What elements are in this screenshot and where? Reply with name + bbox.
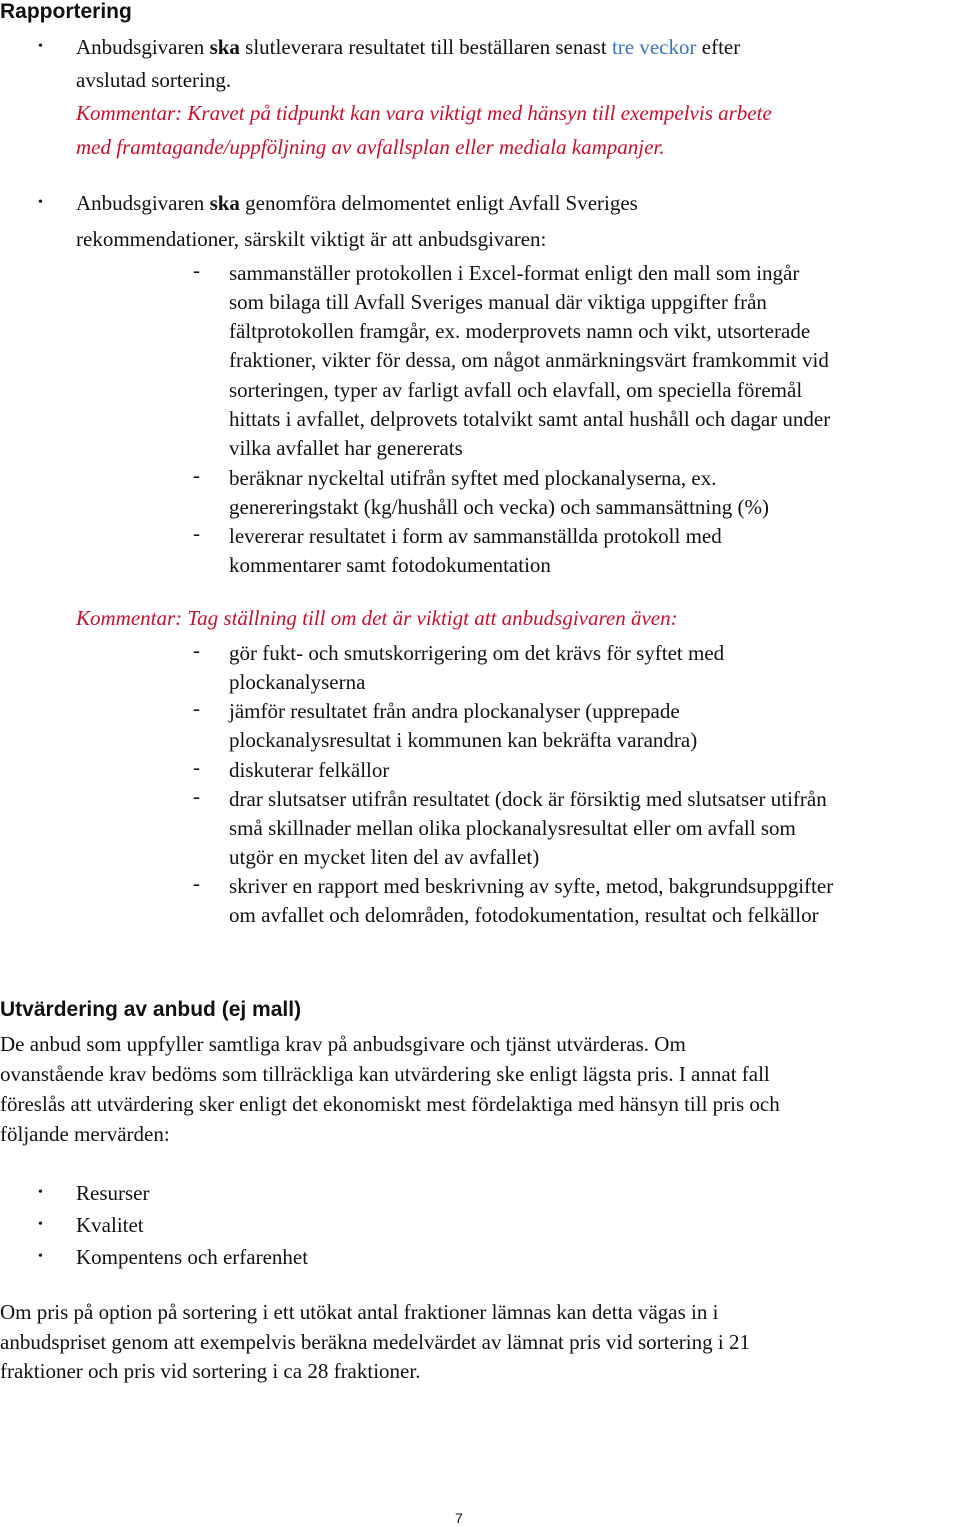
- comment-1-line-2: med framtagande/uppföljning av avfallsplan eller mediala kampanjer.: [76, 135, 665, 159]
- bullet-2-pre: Anbudsgivaren: [76, 191, 210, 215]
- dash-1-1-line-3: fraktioner, vikter för dessa, om något anmärkningsvärt framkommit vid: [229, 348, 829, 372]
- criteria-bullet-marker-2: •: [38, 1217, 43, 1232]
- dash-2-5: -: [193, 871, 200, 895]
- dash-2-2-line-0: jämför resultatet från andra plockanalyser (upprepade: [229, 699, 680, 723]
- bullet-2-post: genomföra delmomentet enligt Avfall Sveriges: [239, 191, 638, 215]
- bullet-1-mid: slutleverara resultatet till beställaren senast: [239, 35, 612, 59]
- bullet-1-post: efter: [696, 35, 741, 59]
- dash-1-3-line-0: levererar resultatet i form av sammanställda protokoll med: [229, 524, 722, 548]
- dash-1-1-line-2: fältprotokollen framgår, ex. moderprovets namn och vikt, utsorterade: [229, 319, 811, 343]
- para-1-line-3: följande mervärden:: [0, 1122, 170, 1146]
- bullet-1-bold: ska: [209, 35, 240, 59]
- para-1-line-0: De anbud som uppfyller samtliga krav på anbudsgivare och tjänst utvärderas. Om: [0, 1032, 686, 1056]
- dash-2-5-line-0: skriver en rapport med beskrivning av syfte, metod, bakgrundsuppgifter: [229, 874, 834, 898]
- bullet-1-marker: •: [38, 39, 43, 54]
- dash-1-1-line-1: som bilaga till Avfall Sveriges manual där viktiga uppgifter från: [229, 290, 767, 314]
- para-1-line-1: ovanstående krav bedöms som tillräckliga kan utvärdering ske enligt lägsta pris. I annat fall: [0, 1062, 770, 1086]
- section-heading-rapportering: Rapportering: [0, 0, 132, 23]
- dash-1-1-line-0: sammanställer protokollen i Excel-format enligt den mall som ingår: [229, 261, 800, 285]
- para-2-line-0: Om pris på option på sortering i ett utökat antal fraktioner lämnas kan detta vägas in i: [0, 1300, 719, 1324]
- criteria-bullet-marker-1: •: [38, 1185, 43, 1200]
- dash-1-2-line-1: genereringstakt (kg/hushåll och vecka) och sammansättning (%): [229, 495, 769, 519]
- dash-1-1-line-6: vilka avfallet har genererats: [229, 436, 463, 460]
- dash-1-1-line-4: sorteringen, typer av farligt avfall och elavfall, om speciella föremål: [229, 378, 803, 402]
- dash-1-2: -: [193, 463, 200, 487]
- dash-1-1: -: [193, 258, 200, 282]
- dash-2-2: -: [193, 696, 200, 720]
- bullet-1-line-1: [76, 32, 740, 62]
- dash-1-3-line-1: kommentarer samt fotodokumentation: [229, 553, 551, 577]
- bullet-2-line-1: [76, 188, 638, 218]
- dash-2-1-line-0: gör fukt- och smutskorrigering om det krävs för syftet med: [229, 641, 725, 665]
- dash-2-4: -: [193, 784, 200, 808]
- comment-1-line-1: Kommentar: Kravet på tidpunkt kan vara viktigt med hänsyn till exempelvis arbete: [76, 101, 772, 125]
- bullet-1-line-2: avslutad sortering.: [76, 68, 232, 92]
- criteria-item-1: Resurser: [76, 1181, 150, 1205]
- dash-2-2-line-1: plockanalysresultat i kommunen kan bekräfta varandra): [229, 728, 698, 752]
- para-1-line-2: föreslås att utvärdering sker enligt det ekonomiskt mest fördelaktiga med hänsyn till pris och: [0, 1092, 780, 1116]
- comment-2: Kommentar: Tag ställning till om det är viktigt att anbudsgivaren även:: [76, 606, 678, 630]
- dash-2-4-line-2: utgör en mycket liten del av avfallet): [229, 845, 540, 869]
- dash-2-1-line-1: plockanalyserna: [229, 670, 366, 694]
- dash-2-5-line-1: om avfallet och delområden, fotodokumentation, resultat och felkällor: [229, 903, 819, 927]
- para-2-line-2: fraktioner och pris vid sortering i ca 28 fraktioner.: [0, 1359, 421, 1383]
- dash-1-2-line-0: beräknar nyckeltal utifrån syftet med plockanalyserna, ex.: [229, 466, 717, 490]
- dash-2-1: -: [193, 638, 200, 662]
- bullet-2-marker: •: [38, 195, 43, 210]
- bullet-1-pre: Anbudsgivaren: [76, 35, 210, 59]
- dash-2-4-line-1: små skillnader mellan olika plockanalysresultat eller om avfall som: [229, 816, 796, 840]
- deadline-link: tre veckor: [611, 35, 697, 59]
- dash-1-3: -: [193, 521, 200, 545]
- dash-2-3-line-0: diskuterar felkällor: [229, 758, 390, 782]
- dash-2-3: -: [193, 755, 200, 779]
- page-number: 7: [455, 1510, 463, 1526]
- dash-2-4-line-0: drar slutsatser utifrån resultatet (dock är försiktig med slutsatser utifrån: [229, 787, 827, 811]
- para-2-line-1: anbudspriset genom att exempelvis beräkna medelvärdet av lämnat pris vid sortering i 21: [0, 1330, 750, 1354]
- bullet-2-line-2: rekommendationer, särskilt viktigt är att anbudsgivaren:: [76, 227, 547, 251]
- criteria-item-2: Kvalitet: [76, 1213, 144, 1237]
- criteria-bullet-marker-3: •: [38, 1249, 43, 1264]
- dash-1-1-line-5: hittats i avfallet, delprovets totalvikt samt antal hushåll och dagar under: [229, 407, 831, 431]
- criteria-item-3: Kompentens och erfarenhet: [76, 1245, 309, 1269]
- bullet-2-bold: ska: [209, 191, 240, 215]
- section-heading-utvardering: Utvärdering av anbud (ej mall): [0, 998, 302, 1021]
